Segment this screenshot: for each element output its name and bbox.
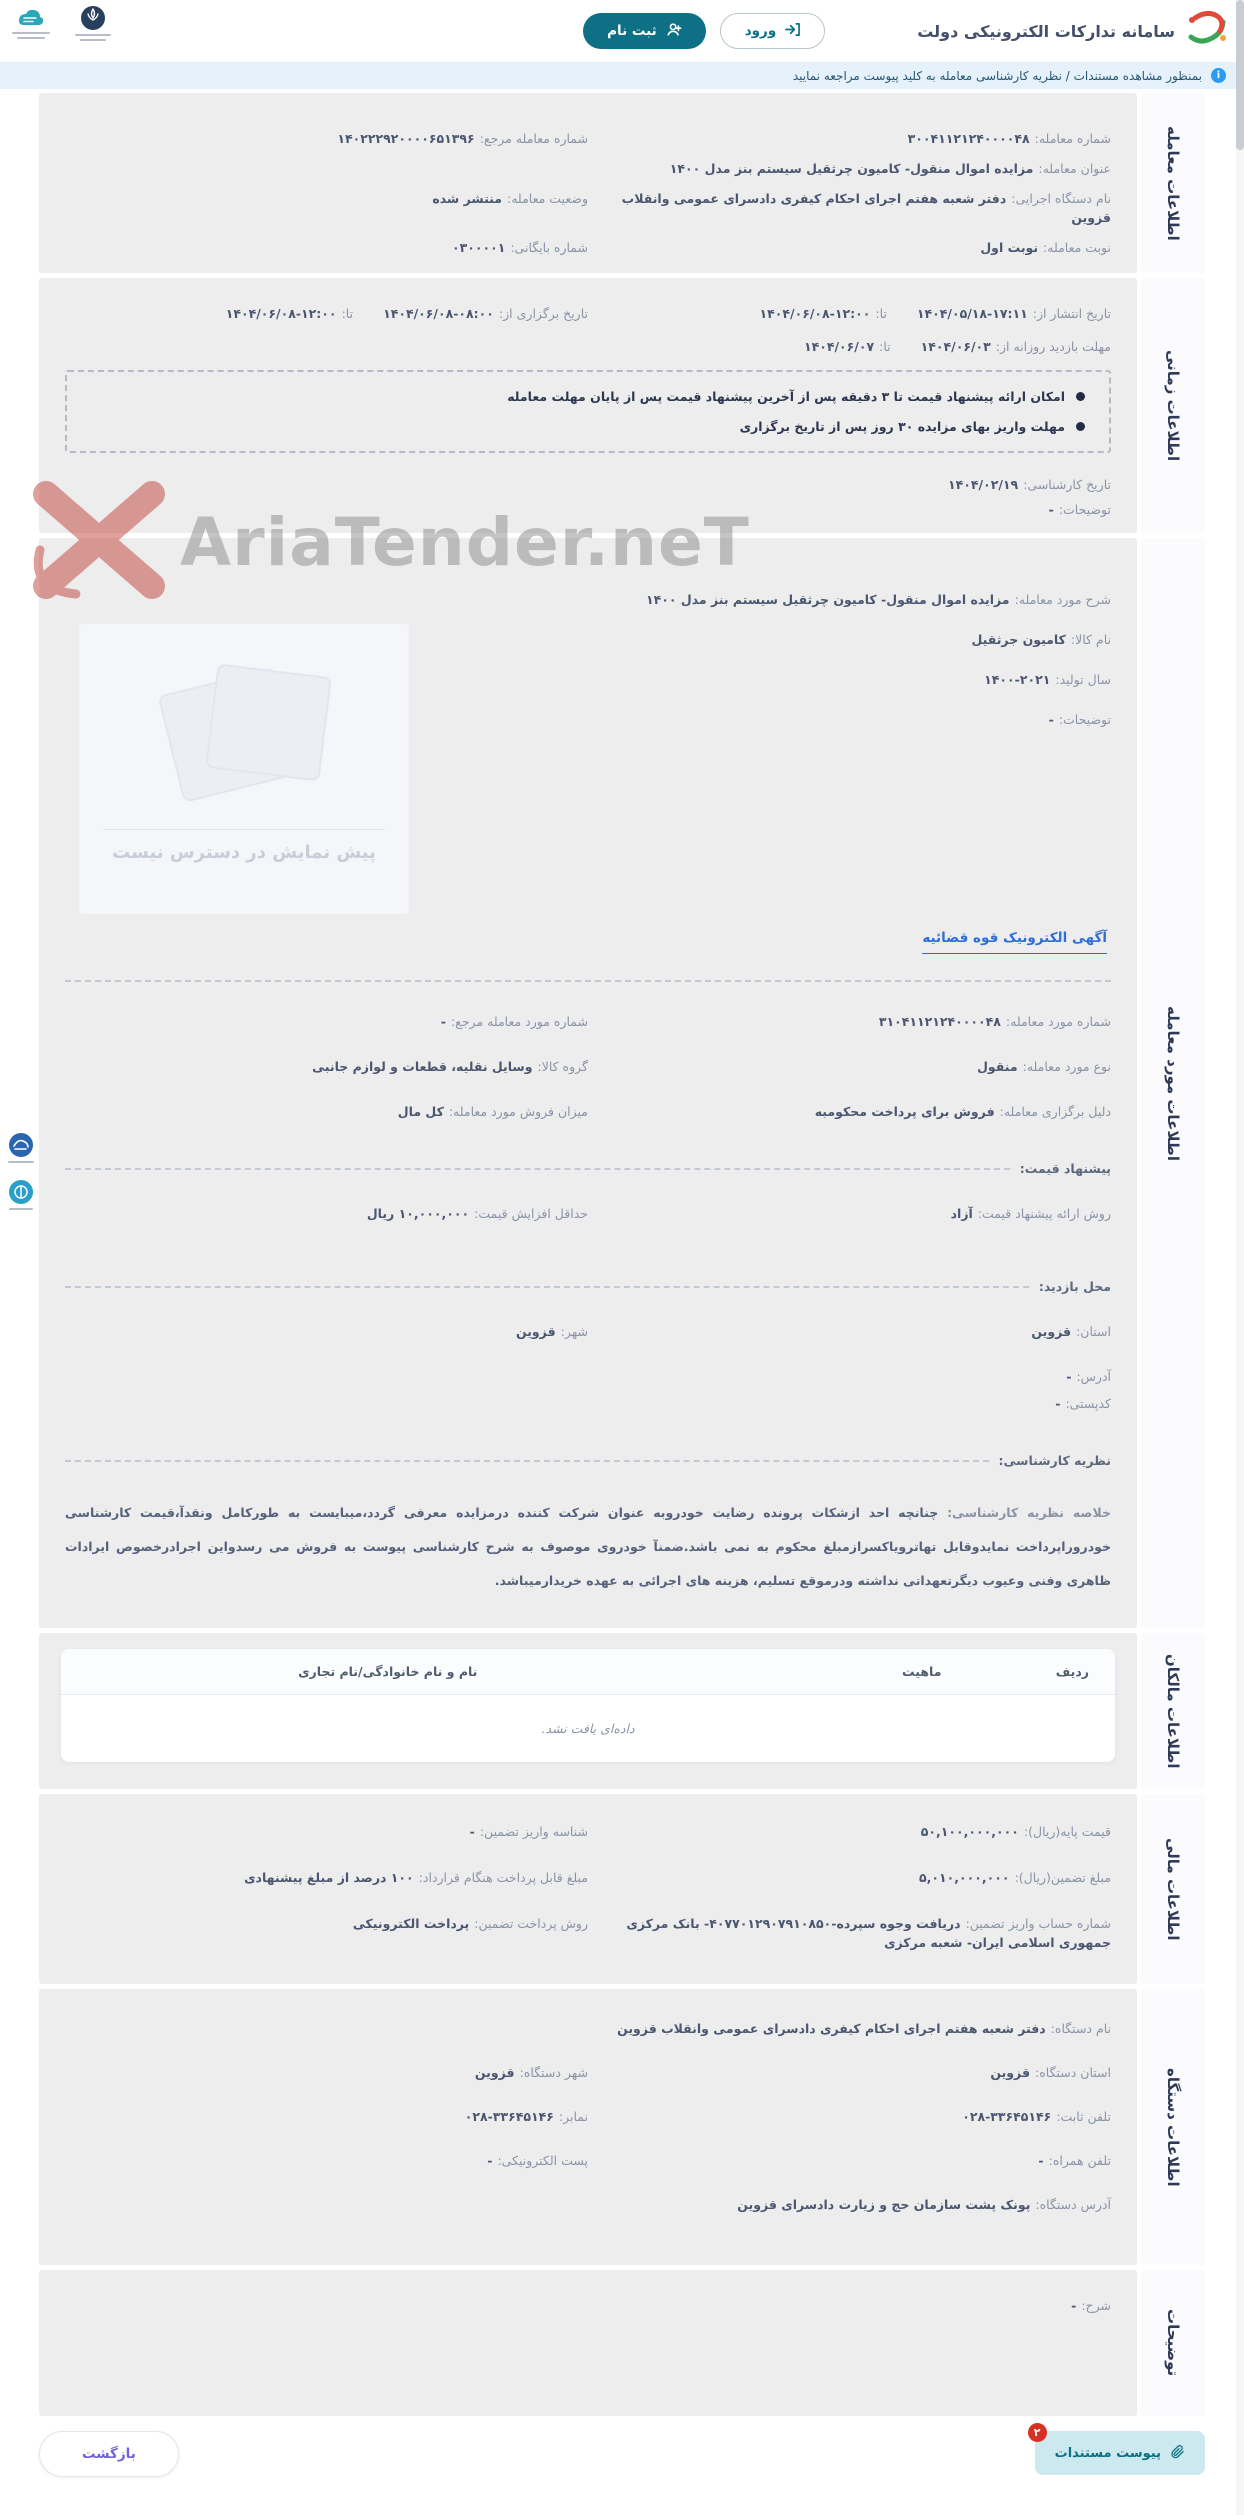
field-label: نمابر:	[558, 2109, 588, 2124]
field-label: تا:	[875, 306, 887, 321]
login-button[interactable]	[720, 13, 825, 49]
logo-caption-line	[12, 32, 50, 34]
auction-rules-box	[65, 370, 1111, 453]
field-label: شماره معامله مرجع:	[479, 131, 588, 146]
field-value: دفتر شعبه هفتم اجرای احکام کیفری دادسرای عمومی وانقلاب قزوین	[621, 191, 1111, 225]
support-widget-icon[interactable]	[8, 1132, 34, 1163]
field-label: استان دستگاه:	[1035, 2065, 1111, 2080]
section-side-label	[1141, 1794, 1205, 1984]
scrollbar-thumb[interactable]	[1236, 0, 1244, 150]
field-value: ۳۱۰۴۱۱۲۱۲۴۰۰۰۰۴۸	[878, 1014, 1001, 1029]
bullet-icon	[1076, 392, 1085, 401]
section-side-label	[1141, 278, 1205, 533]
field-value: قزوین	[1031, 1324, 1072, 1339]
section-title-vertical: اطلاعات معامله	[1164, 125, 1182, 241]
field-value: ۱۴۰۴/۰۶/۰۸-۰۸:۰۰	[383, 306, 494, 321]
field-label: آدرس دستگاه:	[1035, 2197, 1111, 2212]
field-label: شماره حساب واریز تضمین:	[965, 1916, 1111, 1931]
section-finance-info	[39, 1794, 1205, 1984]
field-value: ۰۲۸-۳۳۶۴۵۱۴۶	[962, 2109, 1052, 2124]
rule-item	[91, 389, 1085, 404]
field-label: شهر دستگاه:	[519, 2065, 588, 2080]
field-value: ۱۴۰۴/۰۶/۰۳	[920, 339, 991, 354]
section-timing-info	[39, 278, 1205, 533]
field-value: ۱۴۰۴/۰۶/۰۸-۱۲:۰۰	[759, 306, 871, 321]
field-label: تاریخ برگزاری از:	[498, 306, 588, 321]
field-value: منقول	[977, 1059, 1018, 1074]
section-item-content	[39, 538, 1137, 1628]
field-label: وضعیت معامله:	[507, 191, 588, 206]
section-owners-content	[39, 1633, 1137, 1789]
field-label: تاریخ انتشار از:	[1032, 306, 1111, 321]
field-label: شرح مورد معامله:	[1014, 592, 1111, 607]
paperclip-icon	[1170, 2444, 1185, 2463]
expert-summary	[65, 1496, 1111, 1598]
main-content	[0, 89, 1244, 2416]
field-value: ۵,۰۱۰,۰۰۰,۰۰۰	[919, 1870, 1010, 1885]
expert-section-heading	[65, 1453, 1111, 1468]
field-value: ۱۰۰ درصد از مبلغ پیشنهادی	[244, 1870, 414, 1885]
field-label: سال تولید:	[1055, 672, 1111, 687]
field-label: گروه کالا:	[537, 1059, 588, 1074]
field-label: عنوان معامله:	[1038, 161, 1111, 176]
brand	[917, 8, 1230, 54]
register-button[interactable]	[583, 13, 706, 49]
login-label: ورود	[744, 23, 777, 39]
field-value: پرداخت الکترونیکی	[352, 1916, 470, 1931]
setad-logo-icon	[1184, 8, 1230, 54]
field-value: دفتر شعبه هفتم اجرای احکام کیفری دادسرای عمومی وانقلاب قزوین	[617, 2021, 1046, 2036]
field-value: منتشر شده	[432, 191, 503, 206]
field-value: فروش برای پرداخت محکومبه	[814, 1104, 995, 1119]
table-empty-row	[61, 1695, 1115, 1762]
field-value: قزوین	[515, 1324, 556, 1339]
field-label: توضیحات:	[1058, 712, 1111, 727]
section-agency-content	[39, 1989, 1137, 2265]
logo-caption-line	[17, 37, 45, 39]
section-remarks-content	[39, 2270, 1137, 2416]
field-label: تا:	[879, 339, 891, 354]
field-value: -	[1066, 1369, 1072, 1384]
field-value: آزاد	[950, 1206, 973, 1221]
field-label: تلفن ثابت:	[1056, 2109, 1111, 2124]
visit-section-heading	[65, 1279, 1111, 1294]
column-header-nature: ماهیت	[715, 1649, 968, 1695]
field-label: خلاصه نظریه کارشناسی:	[947, 1505, 1112, 1520]
field-value: -	[1071, 2298, 1077, 2313]
dashed-line	[65, 1460, 989, 1462]
person-plus-icon	[666, 22, 682, 41]
field-label: شماره معامله:	[1034, 131, 1111, 146]
field-label: روش پرداخت تضمین:	[474, 1916, 588, 1931]
column-header-name: نام و نام خانوادگی/نام تجاری	[61, 1649, 715, 1695]
field-label: مبلغ تضمین(ریال):	[1014, 1870, 1111, 1885]
judiciary-ad-link[interactable]: آگهی الکترونیک قوه قضائیه	[922, 930, 1107, 954]
logo-caption-line	[75, 34, 111, 36]
summary-text: چنانچه احد ازشکات پرونده رضایت خودروبه عنوان شرکت کننده درمزایده معرفی گردد،میبایست به طورکامل ونقدآ،قیمت کارشناسی خودروراپرداخت نمایدوقابل تهاترویاکسرازمبلغ محکوم به نمی باشد.ضمنآ خودروی موصوف به شرح کارشناسی پیوست به فروش می رسدواین اجرادرخصوص ایرادات ظاهری وفنی وعیوب دیگرتعهداتی نداشته ودرموقع تسلیم، هزینه های اجرائی به عهده خریدارمیباشد.	[65, 1505, 1111, 1588]
section-deal-content	[39, 93, 1137, 273]
section-timing-content	[39, 278, 1137, 533]
field-value: -	[1055, 1396, 1061, 1411]
table-header-row	[61, 1649, 1115, 1695]
rule-item	[91, 419, 1085, 434]
notice-bar	[0, 62, 1244, 89]
field-label: شماره بایگانی:	[510, 240, 588, 255]
field-value: کامیون جرثقیل	[971, 632, 1066, 647]
government-emblem-logo[interactable]	[72, 5, 114, 41]
widget-caption-line	[8, 1161, 34, 1163]
section-title-vertical: اطلاعات زمانی	[1164, 349, 1182, 462]
field-label: پست الکترونیکی:	[497, 2153, 588, 2168]
rule-text: مهلت واریز بهای مزایده ۳۰ روز پس از تاریخ برگزاری	[739, 419, 1065, 434]
field-value: ۰۳۰۰۰۰۱	[451, 240, 506, 255]
field-value: دریافت وجوه سپرده-۴۰۷۷۰۱۲۹۰۷۹۱۰۸۵۰- بانک مرکزی جمهوری اسلامی ایران- شعبه مرکزی	[626, 1916, 1111, 1950]
field-value: ۱۴۰۴/۰۲/۱۹	[948, 477, 1019, 492]
section-title-vertical: اطلاعات مورد معامله	[1164, 1005, 1182, 1161]
field-label: شماره مورد معامله مرجع:	[450, 1014, 588, 1029]
field-label: نوبت معامله:	[1043, 240, 1111, 255]
field-label: شهر:	[560, 1324, 588, 1339]
field-label: شرح:	[1081, 2298, 1111, 2313]
field-value: ۰۲۸-۳۳۶۴۵۱۴۶	[464, 2109, 554, 2124]
header-partner-logos	[10, 5, 114, 41]
footer-actions	[0, 2421, 1244, 2477]
field-label: روش ارائه پیشنهاد قیمت:	[977, 1206, 1111, 1221]
field-value: ۱۴۰۴/۰۶/۰۷	[803, 339, 875, 354]
section-deal-info	[39, 93, 1205, 273]
left-floating-widgets	[4, 1132, 38, 1210]
dashed-line	[65, 1286, 1029, 1288]
section-side-label	[1141, 538, 1205, 1628]
no-preview-text: پیش نمایش در دسترس نیست	[112, 842, 376, 863]
section-owners-info	[39, 1633, 1205, 1789]
app-title: سامانه تدارکات الکترونیکی دولت	[917, 21, 1175, 41]
field-value: ۵۰,۱۰۰,۰۰۰,۰۰۰	[920, 1824, 1019, 1839]
field-label: حداقل افزایش قیمت:	[474, 1206, 588, 1221]
field-value: -	[1048, 712, 1054, 727]
field-value: ۱۰,۰۰۰,۰۰۰ ریال	[366, 1206, 470, 1221]
field-value: ۱۴۰۲۲۲۹۲۰۰۰۰۶۵۱۳۹۶	[337, 131, 475, 146]
photo-stack-icon	[159, 662, 329, 802]
field-value: قزوین	[474, 2065, 515, 2080]
header	[0, 0, 1244, 62]
heading-label: پیشنهاد قیمت:	[1019, 1161, 1111, 1176]
field-value: مزایده اموال منقول- کامیون چرثقیل سیستم بنز مدل ۱۴۰۰	[645, 592, 1010, 607]
watermark-text: AriaTender.neT	[180, 504, 750, 581]
channel-widget-icon[interactable]	[8, 1179, 34, 1210]
section-agency-info	[39, 1989, 1205, 2265]
heading-label: محل بازدید:	[1038, 1279, 1111, 1294]
section-finance-content	[39, 1794, 1137, 1984]
scrollbar-track[interactable]	[1236, 0, 1244, 2515]
dashed-line	[65, 1168, 1010, 1170]
field-value: -	[469, 1824, 475, 1839]
field-label: مبلغ قابل پرداخت هنگام قرارداد:	[418, 1870, 588, 1885]
section-side-label	[1141, 1989, 1205, 2265]
section-title-vertical: اطلاعات مالی	[1164, 1837, 1182, 1941]
field-label: نوع مورد معامله:	[1022, 1059, 1111, 1074]
field-value: مزایده اموال منقول- کامیون چرثقیل سیستم بنز مدل ۱۴۰۰	[669, 161, 1034, 176]
field-label: شماره مورد معامله:	[1005, 1014, 1111, 1029]
field-label: قیمت پایه(ریال):	[1023, 1824, 1111, 1839]
field-label: مهلت بازدید روزانه از:	[995, 339, 1111, 354]
widget-caption-line	[9, 1208, 33, 1210]
empty-state-text: داده‌ای یافت نشد.	[541, 1721, 635, 1736]
section-side-label	[1141, 2270, 1205, 2416]
bullet-icon	[1076, 422, 1085, 431]
field-value: -	[1048, 502, 1054, 517]
section-title-vertical: اطلاعات مالکان	[1164, 1653, 1182, 1769]
field-label: نام دستگاه:	[1050, 2021, 1111, 2036]
field-label: تلفن همراه:	[1048, 2153, 1111, 2168]
field-label: نام دستگاه اجرایی:	[1011, 191, 1111, 206]
field-value: پونک پشت سازمان حج و زیارت دادسرای قزوین	[737, 2197, 1031, 2212]
field-label: تاریخ کارشناسی:	[1023, 477, 1111, 492]
field-label: تا:	[341, 306, 354, 321]
logo-caption-line	[80, 39, 106, 41]
field-label: آدرس:	[1076, 1369, 1111, 1384]
register-label: ثبت نام	[607, 23, 657, 39]
owners-table	[61, 1649, 1115, 1762]
section-title-vertical: اطلاعات دستگاه	[1164, 2067, 1182, 2187]
section-side-label	[1141, 1633, 1205, 1789]
placeholder-divider	[103, 829, 385, 830]
field-label: دلیل برگزاری معامله:	[999, 1104, 1111, 1119]
field-value: -	[440, 1014, 446, 1029]
back-button[interactable]: بازگشت	[39, 2431, 179, 2477]
field-value: قزوین	[990, 2065, 1031, 2080]
field-value: ۱۴۰۰-۲۰۲۱	[984, 672, 1051, 687]
dashed-divider	[65, 980, 1111, 982]
portal-logo[interactable]	[10, 5, 52, 41]
heading-label: نظریه کارشناسی:	[998, 1453, 1111, 1468]
field-value: -	[487, 2153, 493, 2168]
field-label: استان:	[1076, 1324, 1111, 1339]
section-side-label	[1141, 93, 1205, 273]
field-label: میزان فروش مورد معامله:	[448, 1104, 588, 1119]
info-icon: i	[1211, 68, 1226, 83]
attachment-count-badge: ۲	[1028, 2423, 1047, 2442]
field-value: ۱۴۰۴/۰۶/۰۸-۱۲:۰۰	[225, 306, 337, 321]
attach-label: پیوست مستندات	[1054, 2445, 1161, 2461]
field-value: ۳۰۰۴۱۱۲۱۲۴۰۰۰۰۴۸	[907, 131, 1030, 146]
notice-text: بمنظور مشاهده مستندات / نظریه کارشناسی معامله به کلید پیوست مراجعه نمایید	[792, 68, 1202, 83]
section-item-info	[39, 538, 1205, 1628]
field-value: ۱۴۰۴/۰۵/۱۸-۱۷:۱۱	[916, 306, 1028, 321]
field-label: کدپستی:	[1065, 1396, 1111, 1411]
field-value: کل مال	[397, 1104, 444, 1119]
login-arrow-icon	[785, 22, 800, 41]
attach-documents-button[interactable]	[1033, 2426, 1205, 2475]
field-label: توضیحات:	[1058, 502, 1111, 517]
section-remarks	[39, 2270, 1205, 2416]
field-value: -	[1038, 2153, 1044, 2168]
field-label: نام کالا:	[1070, 632, 1111, 647]
field-value: وسایل نقلیه، قطعات و لوازم جانبی	[312, 1059, 533, 1074]
field-value: نوبت اول	[980, 240, 1039, 255]
section-title-vertical: توضیحات	[1164, 2309, 1182, 2377]
item-image-placeholder	[79, 624, 409, 914]
bid-section-heading	[65, 1161, 1111, 1176]
column-header-row-number: ردیف	[967, 1649, 1115, 1695]
rule-text: امکان ارائه پیشنهاد قیمت تا ۳ دقیقه پس از آخرین پیشنهاد قیمت پس از پایان مهلت معامله	[507, 389, 1065, 404]
field-label: شناسه واریز تضمین:	[479, 1824, 588, 1839]
